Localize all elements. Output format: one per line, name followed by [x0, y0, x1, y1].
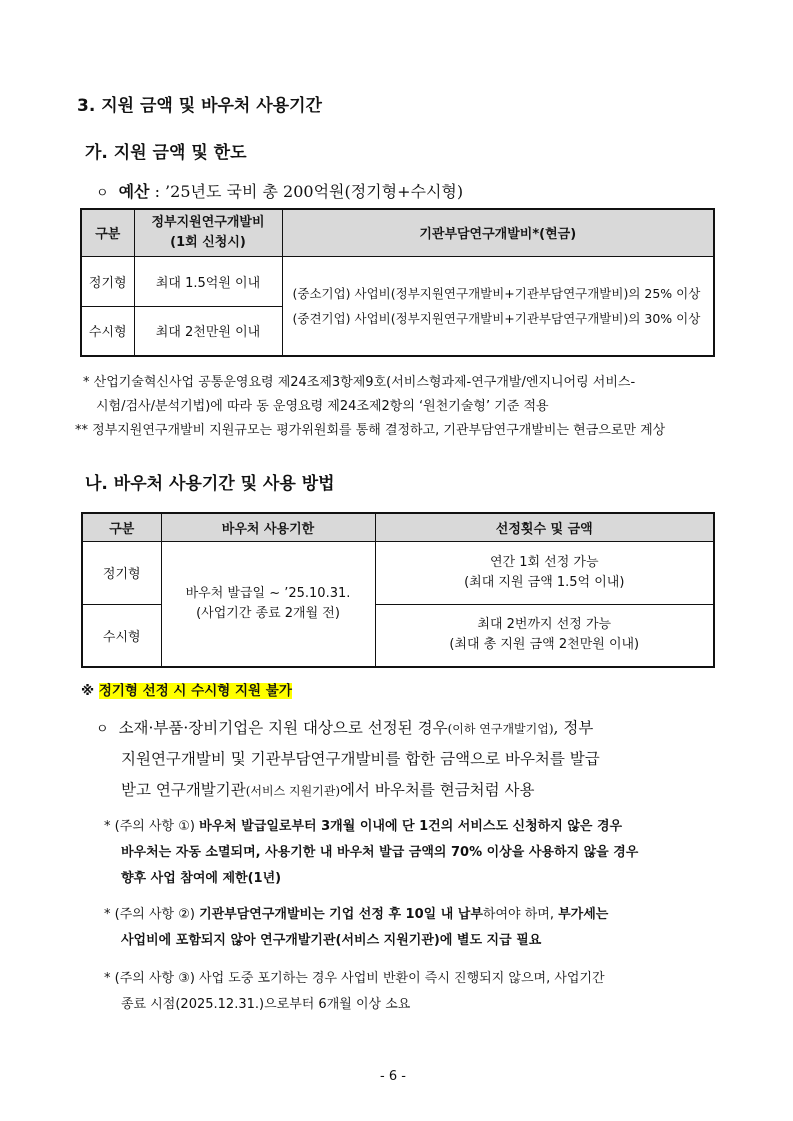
text-run: * (주의 사항 ①) — [104, 819, 200, 834]
highlighted-warning: 정기형 선정 시 수시형 지원 불가 — [98, 683, 292, 699]
table-cell — [161, 541, 375, 667]
table-cell: 최대 1.5억원 이내 — [134, 256, 282, 306]
table-header: 기관부담연구개발비*(현금) — [282, 209, 714, 256]
section-title: 3. 지원 금액 및 바우처 사용기간 — [77, 96, 322, 116]
text-run: 바우처는 자동 소멸되며, 사용기한 내 바우처 발급 금액의 70% 이상을 사용하지 않을 경우 — [121, 845, 639, 860]
subsection-title-b: 나. 바우처 사용기간 및 사용 방법 — [85, 474, 335, 494]
text-run: 사업비에 포함되지 않아 연구개발기관(서비스 지원기관)에 별도 지급 필요 — [121, 933, 542, 948]
table-header — [134, 209, 282, 256]
bullet-marker: ㅇ — [96, 722, 109, 737]
selection-line: 연간 1회 선정 가능 — [489, 554, 599, 570]
caution-line — [104, 814, 622, 840]
table-cell — [282, 256, 714, 356]
period-line: 바우처 발급일 ~ ’25.10.31. — [185, 585, 351, 601]
bullet-marker: ㅇ — [96, 186, 109, 201]
table-cell — [375, 604, 714, 667]
caution-line — [104, 902, 608, 928]
table-header: 선정횟수 및 금액 — [375, 513, 714, 541]
text-run: * (주의 사항 ②) — [104, 907, 200, 922]
budget-line — [96, 179, 463, 202]
paragraph-line: 지원연구개발비 및 기관부담연구개발비를 합한 금액으로 바우처를 발급 — [121, 750, 600, 768]
text-run: 바우처 발급일로부터 3개월 이내에 단 1건의 서비스도 신청하지 않은 경우 — [199, 819, 623, 834]
table-header: 바우처 사용기한 — [161, 513, 375, 541]
table-cell: 정기형 — [82, 541, 161, 604]
caution-line — [121, 840, 638, 866]
table-cell: 수시형 — [82, 604, 161, 667]
header-line: (1회 신청시) — [170, 234, 246, 250]
footnote: * 산업기술혁신사업 공통운영요령 제24조제3항제9호(서비스형과제-연구개발/엔지니어링 서비스- — [83, 375, 636, 390]
warning-note — [81, 679, 292, 699]
share-line: (중소기업) 사업비(정부지원연구개발비+기관부담연구개발비)의 25% 이상 — [292, 285, 701, 301]
text-run: (이하 연구개발기업) — [447, 722, 554, 736]
selection-line: 최대 2번까지 선정 가능 — [477, 617, 612, 633]
footnote: 시험/검사/분석기법)에 따라 동 운영요령 제24조제2항의 ‘원천기술형’ 기준 적용 — [96, 399, 549, 414]
text-run: , 정부 — [553, 719, 594, 737]
paragraph-line — [96, 713, 593, 745]
footnote: ** 정부지원연구개발비 지원규모는 평가위원회를 통해 결정하고, 기관부담연구개발비는 현금으로만 계상 — [75, 423, 666, 438]
caution-line — [121, 928, 541, 954]
selection-line: (최대 총 지원 금액 2천만원 이내) — [449, 637, 640, 653]
caution-line: * (주의 사항 ③) 사업 도중 포기하는 경우 사업비 반환이 즉시 진행되지 않으며, 사업기간 — [104, 971, 605, 986]
paragraph-line — [121, 775, 535, 807]
support-amount-table — [80, 208, 715, 357]
subsection-title-a: 가. 지원 금액 및 한도 — [85, 143, 247, 163]
text-run: 부가세는 — [558, 907, 609, 922]
table-cell — [375, 541, 714, 604]
voucher-period-table — [81, 512, 715, 668]
caution-line — [121, 866, 281, 892]
text-run: 소재·부품·장비기업은 지원 대상으로 선정된 경우 — [118, 719, 448, 737]
reference-mark: ※ — [81, 683, 99, 699]
budget-text: : ’25년도 국비 총 200억원(정기형+수시형) — [149, 182, 464, 201]
text-run: 하여야 하며, — [482, 907, 559, 922]
table-header: 구분 — [81, 209, 134, 256]
table-cell: 최대 2천만원 이내 — [134, 306, 282, 356]
table-header: 구분 — [82, 513, 161, 541]
text-run: (서비스 지원기관) — [245, 784, 341, 798]
share-line: (중견기업) 사업비(정부지원연구개발비+기관부담연구개발비)의 30% 이상 — [292, 310, 701, 326]
text-run: 향후 사업 참여에 제한(1년) — [121, 871, 282, 886]
budget-label: 예산 — [118, 182, 150, 201]
period-line: (사업기간 종료 2개월 전) — [196, 605, 340, 621]
text-run: 기관부담연구개발비는 기업 선정 후 10일 내 납부 — [199, 907, 483, 922]
table-cell: 정기형 — [81, 256, 134, 306]
text-run: 받고 연구개발기관 — [121, 781, 246, 799]
caution-line: 종료 시점(2025.12.31.)으로부터 6개월 이상 소요 — [121, 997, 411, 1012]
header-line: 정부지원연구개발비 — [151, 214, 265, 230]
page-number: - 6 - — [380, 1069, 406, 1084]
text-run: 에서 바우처를 현금처럼 사용 — [340, 781, 535, 799]
selection-line: (최대 지원 금액 1.5억 이내) — [464, 574, 625, 590]
table-cell: 수시형 — [81, 306, 134, 356]
